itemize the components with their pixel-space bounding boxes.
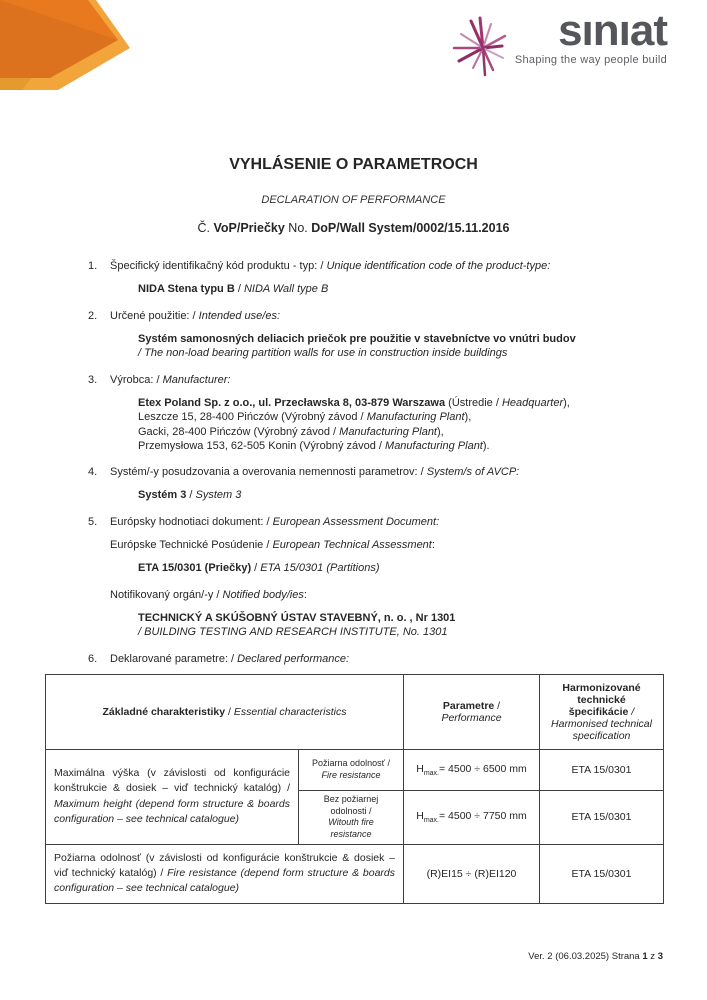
item-5-label-sk: Európsky hodnotiaci dokument: /: [110, 515, 270, 528]
spec-reference: ETA 15/0301: [540, 790, 664, 844]
header-essential-characteristics: Základné charakteristiky / Essential characteristics: [46, 674, 404, 749]
logo-wordmark: sınıat: [558, 6, 667, 55]
technical-assessment-line: Európske Technické Posúdenie / European Technical Assessment:: [110, 539, 435, 552]
item-1-value-sk: NIDA Stena typu B: [138, 283, 235, 296]
footer-page-number: 1: [642, 951, 648, 962]
item-2-label-en: Intended use/es:: [195, 309, 281, 322]
item-2-value-en: / The non-load bearing partition walls for use in construction inside buildings: [138, 347, 508, 360]
item-3-addresses: [138, 396, 637, 453]
spec-reference: ETA 15/0301: [540, 749, 664, 790]
item-2-intended-use: [88, 309, 637, 373]
siniat-logo: [447, 8, 667, 84]
manufacturer-plant-line: Gacki, 28-400 Pińczów (Výrobný závod / Manufacturing Plant),: [138, 425, 444, 438]
item-1-label-en: Unique identification code of the product-type:: [323, 260, 551, 273]
starburst-icon: [447, 12, 519, 84]
document-number: [0, 221, 707, 235]
doc-number-sk: VoP/Priečky: [213, 221, 285, 236]
item-1-value-en: NIDA Wall type B: [243, 283, 329, 296]
item-4-label-en: System/s of AVCP:: [423, 466, 520, 479]
item-number: 1.: [88, 260, 98, 273]
doc-number-prefix-sk: Č.: [197, 221, 214, 236]
item-number: 6.: [88, 652, 98, 665]
item-number: 4.: [88, 466, 98, 479]
item-1-product-code: [88, 259, 637, 309]
item-4-value: Systém 3 / System 3: [138, 489, 242, 502]
item-3-label-sk: Výrobca: /: [110, 373, 160, 386]
document-subtitle: DECLARATION OF PERFORMANCE: [261, 194, 446, 207]
header-harmonised-spec: Harmonizované technické špecifikácie / Harmonised technical specification: [540, 674, 664, 749]
declared-performance-table: [45, 674, 664, 904]
condition-without-fire-resistance: Bez požiarnej odolnosti / Witouth fire resistance: [299, 790, 404, 844]
table-header-row: [46, 674, 664, 749]
item-3-label: [110, 373, 637, 387]
table-row-fire-resistance: [46, 844, 664, 903]
item-2-value-sk: Systém samonosných deliacich priečok pre použitie v stavebníctve vo vnútri budov: [138, 333, 576, 346]
performance-value: $H_{max.}= 4500 \div 7750$ mm: [404, 790, 540, 844]
item-6-label-en: Declared performance:: [234, 652, 350, 665]
characteristic-max-height: Maximálna výška (v závislosti od konfigurácie konštrukcie & dosiek – viď technický katalóg) / Maximum height (depend form structure & boards configuration – see technical catalogue): [46, 749, 299, 844]
condition-fire-resistance: Požiarna odolnosť / Fire resistance: [299, 749, 404, 790]
item-number: 2.: [88, 309, 98, 322]
item-4-label: [110, 465, 637, 479]
items-list: [88, 259, 637, 666]
manufacturer-plant-line: Przemysłowa 153, 62-505 Konin (Výrobný závod / Manufacturing Plant).: [138, 439, 490, 452]
corner-chevron-decoration: [0, 0, 140, 95]
notified-body-line: Notifikovaný orgán/-y / Notified body/ies:: [110, 588, 307, 601]
page-footer: Ver. 2 (06.03.2025) Strana 1 z 3: [528, 951, 663, 962]
item-5-assessment-document: [88, 515, 637, 652]
item-number: 3.: [88, 373, 98, 386]
performance-value: $H_{max.}= 4500 \div 6500$ mm: [404, 749, 540, 790]
item-3-manufacturer: [88, 373, 637, 465]
item-2-label-sk: Určené použitie: /: [110, 309, 196, 322]
item-5-label: [110, 515, 637, 529]
header-performance: Parametre / Performance: [404, 674, 540, 749]
item-4-label-sk: Systém/-y posudzovania a overovania nemennosti parametrov: /: [110, 466, 424, 479]
item-6-label: [110, 652, 637, 666]
performance-value: (R)EI15 ÷ (R)EI120: [404, 844, 540, 903]
item-5-label-en: European Assessment Document:: [269, 515, 440, 528]
table-row-max-height-fire: [46, 749, 664, 790]
notified-body-name: TECHNICKÝ A SKÚŠOBNÝ ÚSTAV STAVEBNÝ, n. o. , Nr 1301 / BUILDING TESTING AND RESEARCH INSTITUTE, No. 1301: [138, 611, 456, 639]
footer-total-pages: 3: [657, 951, 663, 962]
doc-number-prefix-en: No.: [284, 221, 312, 236]
item-1-label-sk: Špecifický identifikačný kód produktu - typ: /: [110, 260, 324, 273]
item-1-label: [110, 259, 637, 273]
item-3-label-en: Manufacturer:: [159, 373, 231, 386]
document-title: VYHLÁSENIE O PARAMETROCH: [229, 156, 478, 173]
manufacturer-hq-line: Etex Poland Sp. z o.o., ul. Przecławska 8, 03-879 Warszawa (Ústredie / Headquarter),: [138, 396, 570, 409]
characteristic-fire-resistance: Požiarna odolnosť (v závislosti od konfigurácie konštrukcie & dosiek – viď technický katalóg) / Fire resistance (depend form structure & boards configuration – see technical catalogue): [46, 844, 404, 903]
footer-version-text: Ver. 2 (06.03.2025) Strana: [528, 951, 643, 962]
logo-tagline: Shaping the way people build: [514, 54, 667, 67]
manufacturer-plant-line: Leszcze 15, 28-400 Pińczów (Výrobný závod / Manufacturing Plant),: [138, 411, 472, 424]
item-number: 5.: [88, 515, 98, 528]
item-2-value: [138, 332, 637, 361]
item-2-label: [110, 309, 637, 323]
item-6-declared-performance: [88, 652, 637, 666]
spec-reference: ETA 15/0301: [540, 844, 664, 903]
item-1-value: NIDA Stena typu B / NIDA Wall type B: [138, 283, 329, 296]
doc-number-en: DoP/Wall System/0002/15.11.2016: [311, 221, 510, 236]
eta-reference: ETA 15/0301 (Priečky) / ETA 15/0301 (Partitions): [138, 562, 380, 575]
item-4-avcp-system: [88, 465, 637, 515]
item-6-label-sk: Deklarované parametre: /: [110, 652, 235, 665]
